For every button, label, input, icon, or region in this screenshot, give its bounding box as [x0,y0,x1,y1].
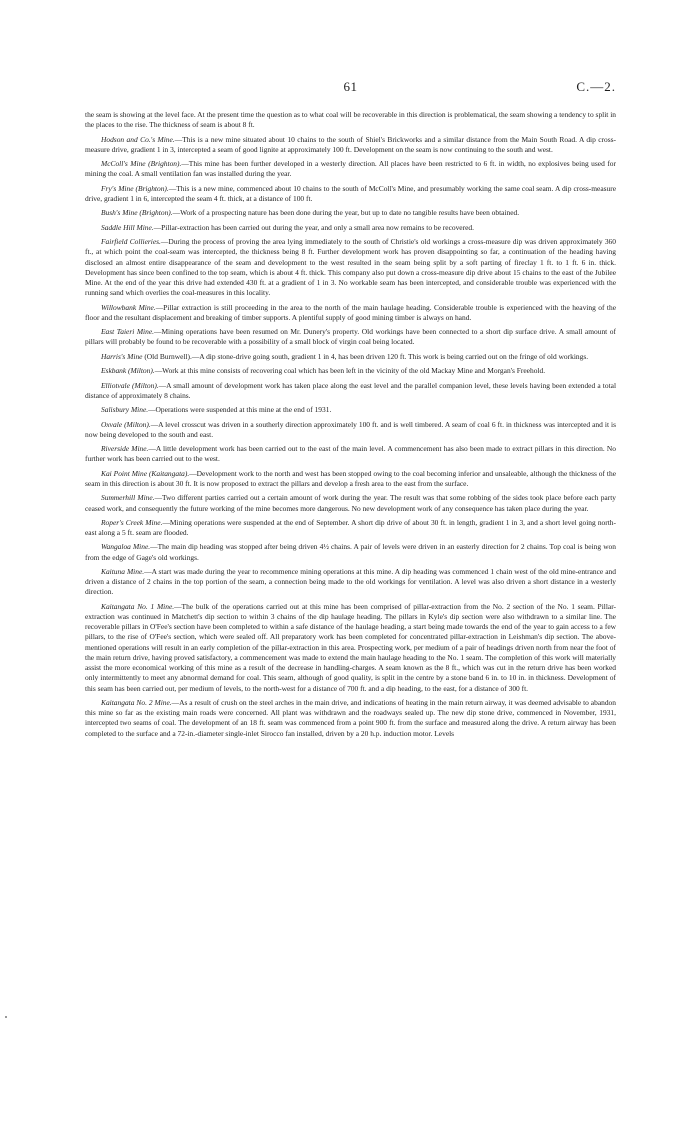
paragraph-text: —Work at this mine consists of recovering coal which has been left in the vicinity of the old Mackay Mine and Morgan's Freehold. [154,366,546,376]
paragraph [85,381,616,401]
paragraph [85,602,616,694]
paragraph-text: —Pillar-extraction has been carried out during the year, and only a small area now remains to be recovered. [153,222,474,232]
page-number: 61 [343,79,358,94]
paragraph-title: McColl's Mine (Brighton). [101,159,182,169]
paragraph-title: Summerhill Mine. [101,493,155,503]
paragraph [85,542,616,562]
paragraph-title: Kai Point Mine (Kaitangata). [101,468,190,478]
paragraph-text: —A start was made during the year to recommence mining operations at this mine. A dip heading was commenced 1 chain west of the old mine-entrance and driven a distance of 2 chains in the top portion of the seam, a connection being made to the old workings for ventilation. A level was also driven a short distance in a westerly direction. [85,567,616,597]
paragraph [85,135,616,155]
paragraph-title: Willowbank Mine. [101,302,156,312]
paragraph-text: —The main dip heading was stopped after being driven 4½ chains. A pair of levels were driven in an easterly direction for 2 chains. Top coal is being won from the edge of Gage's old workings. [85,542,616,562]
paragraph [85,208,616,218]
paragraph [85,352,616,362]
paragraph [85,110,616,130]
paragraph-text: —During the process of proving the area lying immediately to the south of Christie's old workings a cross-measure dip was driven approximately 360 ft., at which point the coal-seam was intercepted, the thickness being 8 ft. Further development work has proven disappointing so far, a continuation of the heading having disclosed an almost entire disappearance of the seam and development to the west resulted in the seam being split by a soft parting of fireclay 1 ft. to 1 ft. 6 in. thick. Development has since been confined to the top seam, which is about 4 ft. thick. This company also put down a cross-measure dip drive about 15 chains to the east of the Jubilee Mine. At the end of the year this drive had extended 430 ft. at a gradient of 1 in 3. No workable seam has been intercepted, and considerable trouble was experienced with the running sand which overlies the coal-measures in this locality. [85,237,616,298]
paragraph-title: Roper's Creek Mine. [101,517,163,527]
paragraph-text: —A little development work has been carried out to the east of the main level. A commencement has also been made to extract pillars in this direction. No further work has been carried out to the west. [85,444,616,464]
paragraph-title: Elliotvale (Milton). [101,380,159,390]
paragraph-text: (Old Burnwell).—A dip stone-drive going south, gradient 1 in 4, has been driven 120 ft. This work is being carried out on the fringe of old workings. [142,351,589,361]
paragraph-title: Wangaloa Mine. [101,542,151,552]
paragraph-title: Kaituna Mine. [101,567,145,577]
paragraph-title: Oxvale (Milton). [101,419,151,429]
paragraph-text: —Operations were suspended at this mine at the end of 1931. [148,405,332,415]
paragraph [85,159,616,179]
paragraph [85,444,616,464]
paragraph [85,184,616,204]
paragraph [85,405,616,415]
paragraph-text: —Two different parties carried out a certain amount of work during the year. The result was that some robbing of the sides took place before each party ceased work, and consequently the future working of the mine becomes more dangerous. No new development work of any consequence has taken place during the year. [85,493,616,513]
paragraph-text: —A small amount of development work has taken place along the east level and the parallel companion level, these levels having been extended a total distance of approximately 8 chains. [85,380,617,400]
paragraph [85,223,616,233]
paragraph [85,698,616,739]
paragraph-title: Saddle Hill Mine. [101,222,154,232]
paragraph [85,518,616,538]
document-reference: C.—2. [576,79,616,94]
paragraph [85,469,616,489]
scan-speck [5,1016,7,1018]
paragraph-title: Salisbury Mine. [101,405,149,415]
paragraph [85,237,616,298]
paragraph-text: —Work of a prospecting nature has been done during the year, but up to date no tangible results have been obtained. [172,208,520,218]
paragraph-title: Riverside Mine. [101,444,149,454]
paragraph [85,327,616,347]
paragraph-title: Hodson and Co.'s Mine. [101,134,175,144]
paragraph-title: Kaitangata No. 2 Mine. [101,697,172,707]
paragraph-title: Fairfield Collieries. [101,237,161,247]
paragraph-title: Kaitangata No. 1 Mine. [101,601,175,611]
paragraph-text: —Development work to the north and west has been stopped owing to the coal becoming inferior and unsaleable, although the thickness of the seam in this direction is about 30 ft. It is now proposed to extract the pillars and develop a fresh area to the east from the surface. [85,468,616,488]
paragraph-title: Fry's Mine (Brighton). [101,183,169,193]
paragraph [85,366,616,376]
page-header [85,79,616,99]
paragraph-text: —Pillar extraction is still proceeding in the area to the north of the main haulage heading. Considerable trouble is experienced with the heaving of the floor and the resultant displacement and breaking of timber supports. A plentiful supply of good mining timber is always on hand. [85,302,617,322]
paragraph [85,420,616,440]
paragraph-text: —This mine has been further developed in a westerly direction. All places have been restricted to 6 ft. in width, no explosives being used for mining the coal. A small ventilation fan was installed during the year. [85,159,616,179]
paragraph-title: Harris's Mine [101,351,143,361]
paragraph-text: —Mining operations were suspended at the end of September. A short dip drive of about 30 ft. in length, gradient 1 in 3, and a short level going north-east along a 5 ft. seam are flooded. [85,517,616,538]
paragraph-text: —This is a new mine, commenced about 10 chains to the south of McColl's Mine, and presumably working the same coal seam. A dip cross-measure drive, gradient 1 in 6, intercepted the seam 4 ft. thick, at a distance of 100 ft. [85,183,617,203]
paragraph-text: —As a result of crush on the steel arches in the main drive, and indications of heating in the main return airway, it was deemed advisable to abandon this mine so far as the existing main roads were concerned. All plant was withdrawn and the roadways sealed up. The new dip stone drive, commenced in November, 1931, intercepted two seams of coal. The development of an 18 ft. seam was commenced from a point 900 ft. from the surface and measured along the drive. A return airway has been completed to the surface and a 72-in.-diameter single-inlet Sirocco fan installed, driven by a 20 h.p. induction motor. Levels [85,697,616,738]
paragraph-title: Bush's Mine (Brighton). [101,208,173,218]
paragraph [85,567,616,598]
paragraph [85,493,616,513]
paragraph-text: —This is a new mine situated about 10 chains to the south of Shiel's Brickworks and a similar distance from the Main South Road. A dip cross-measure drive, gradient 1 in 3, intercepted a seam of good lignite at approximately 100 ft. Development on the seam is now continuing to the south and west. [85,134,616,154]
paragraph-text: —The bulk of the operations carried out at this mine has been comprised of pillar-extraction from the No. 2 section of the No. 1 seam. Pillar-extraction was continued in Matchett's dip section to within 3 chains of the dip haulage heading. The pillars in Kyle's dip section were also withdrawn to a similar line. The recoverable pillars in O'Fee's section have been completed to within a safe distance of the haulage heading, a start being made towards the end of the year to gain access to a few pillars, to the rise of O'Fee's section, which were sealed off. All preparatory work has been completed for concentrated pillar-extraction in Leishman's dip section. The above-mentioned operations will result in an early completion of the pillar-extraction in this area. Prospecting work, per medium of a pair of headings driven north from near the foot of the main return drive, having proved satisfactory, a commencement was made to extend the main haulage heading to the No. 1 seam. The completion of this work will materially assist the more economical working of this mine as a result of the decrease in handling-charges. A seam known as the 8 ft., which was cut in the return drive has been worked only intermittently to meet any abnormal demand for coal. This seam, although of good quality, is split in the centre by a stone band 6 in. to 10 in. in thickness. Development of this seam has been carried out, per medium of levels, to the north-west for a distance of 700 ft. and a dip heading, to the east, for a distance of 300 ft. [85,601,616,693]
report-body [85,110,616,743]
paragraph-text: —A level crosscut was driven in a southerly direction approximately 100 ft. and is well timbered. A seam of coal 6 ft. in thickness was intercepted and it is now being developed to the south and east. [85,419,616,439]
paragraph-title: Eskbank (Milton). [101,366,155,376]
paragraph-title: East Taieri Mine. [101,327,154,337]
paragraph-text: —Mining operations have been resumed on Mr. Dunery's property. Old workings have been connected to a short dip surface drive. A small amount of pillars will probably be found to be recoverable with a possibility of a small block of virgin coal being located. [85,327,616,347]
paragraph [85,303,616,323]
paragraph-text: the seam is showing at the level face. At the present time the question as to what coal will be recoverable in this direction is problematical, the seam showing a tendency to split in the places to the rise. The thickness of seam is about 8 ft. [85,110,617,130]
